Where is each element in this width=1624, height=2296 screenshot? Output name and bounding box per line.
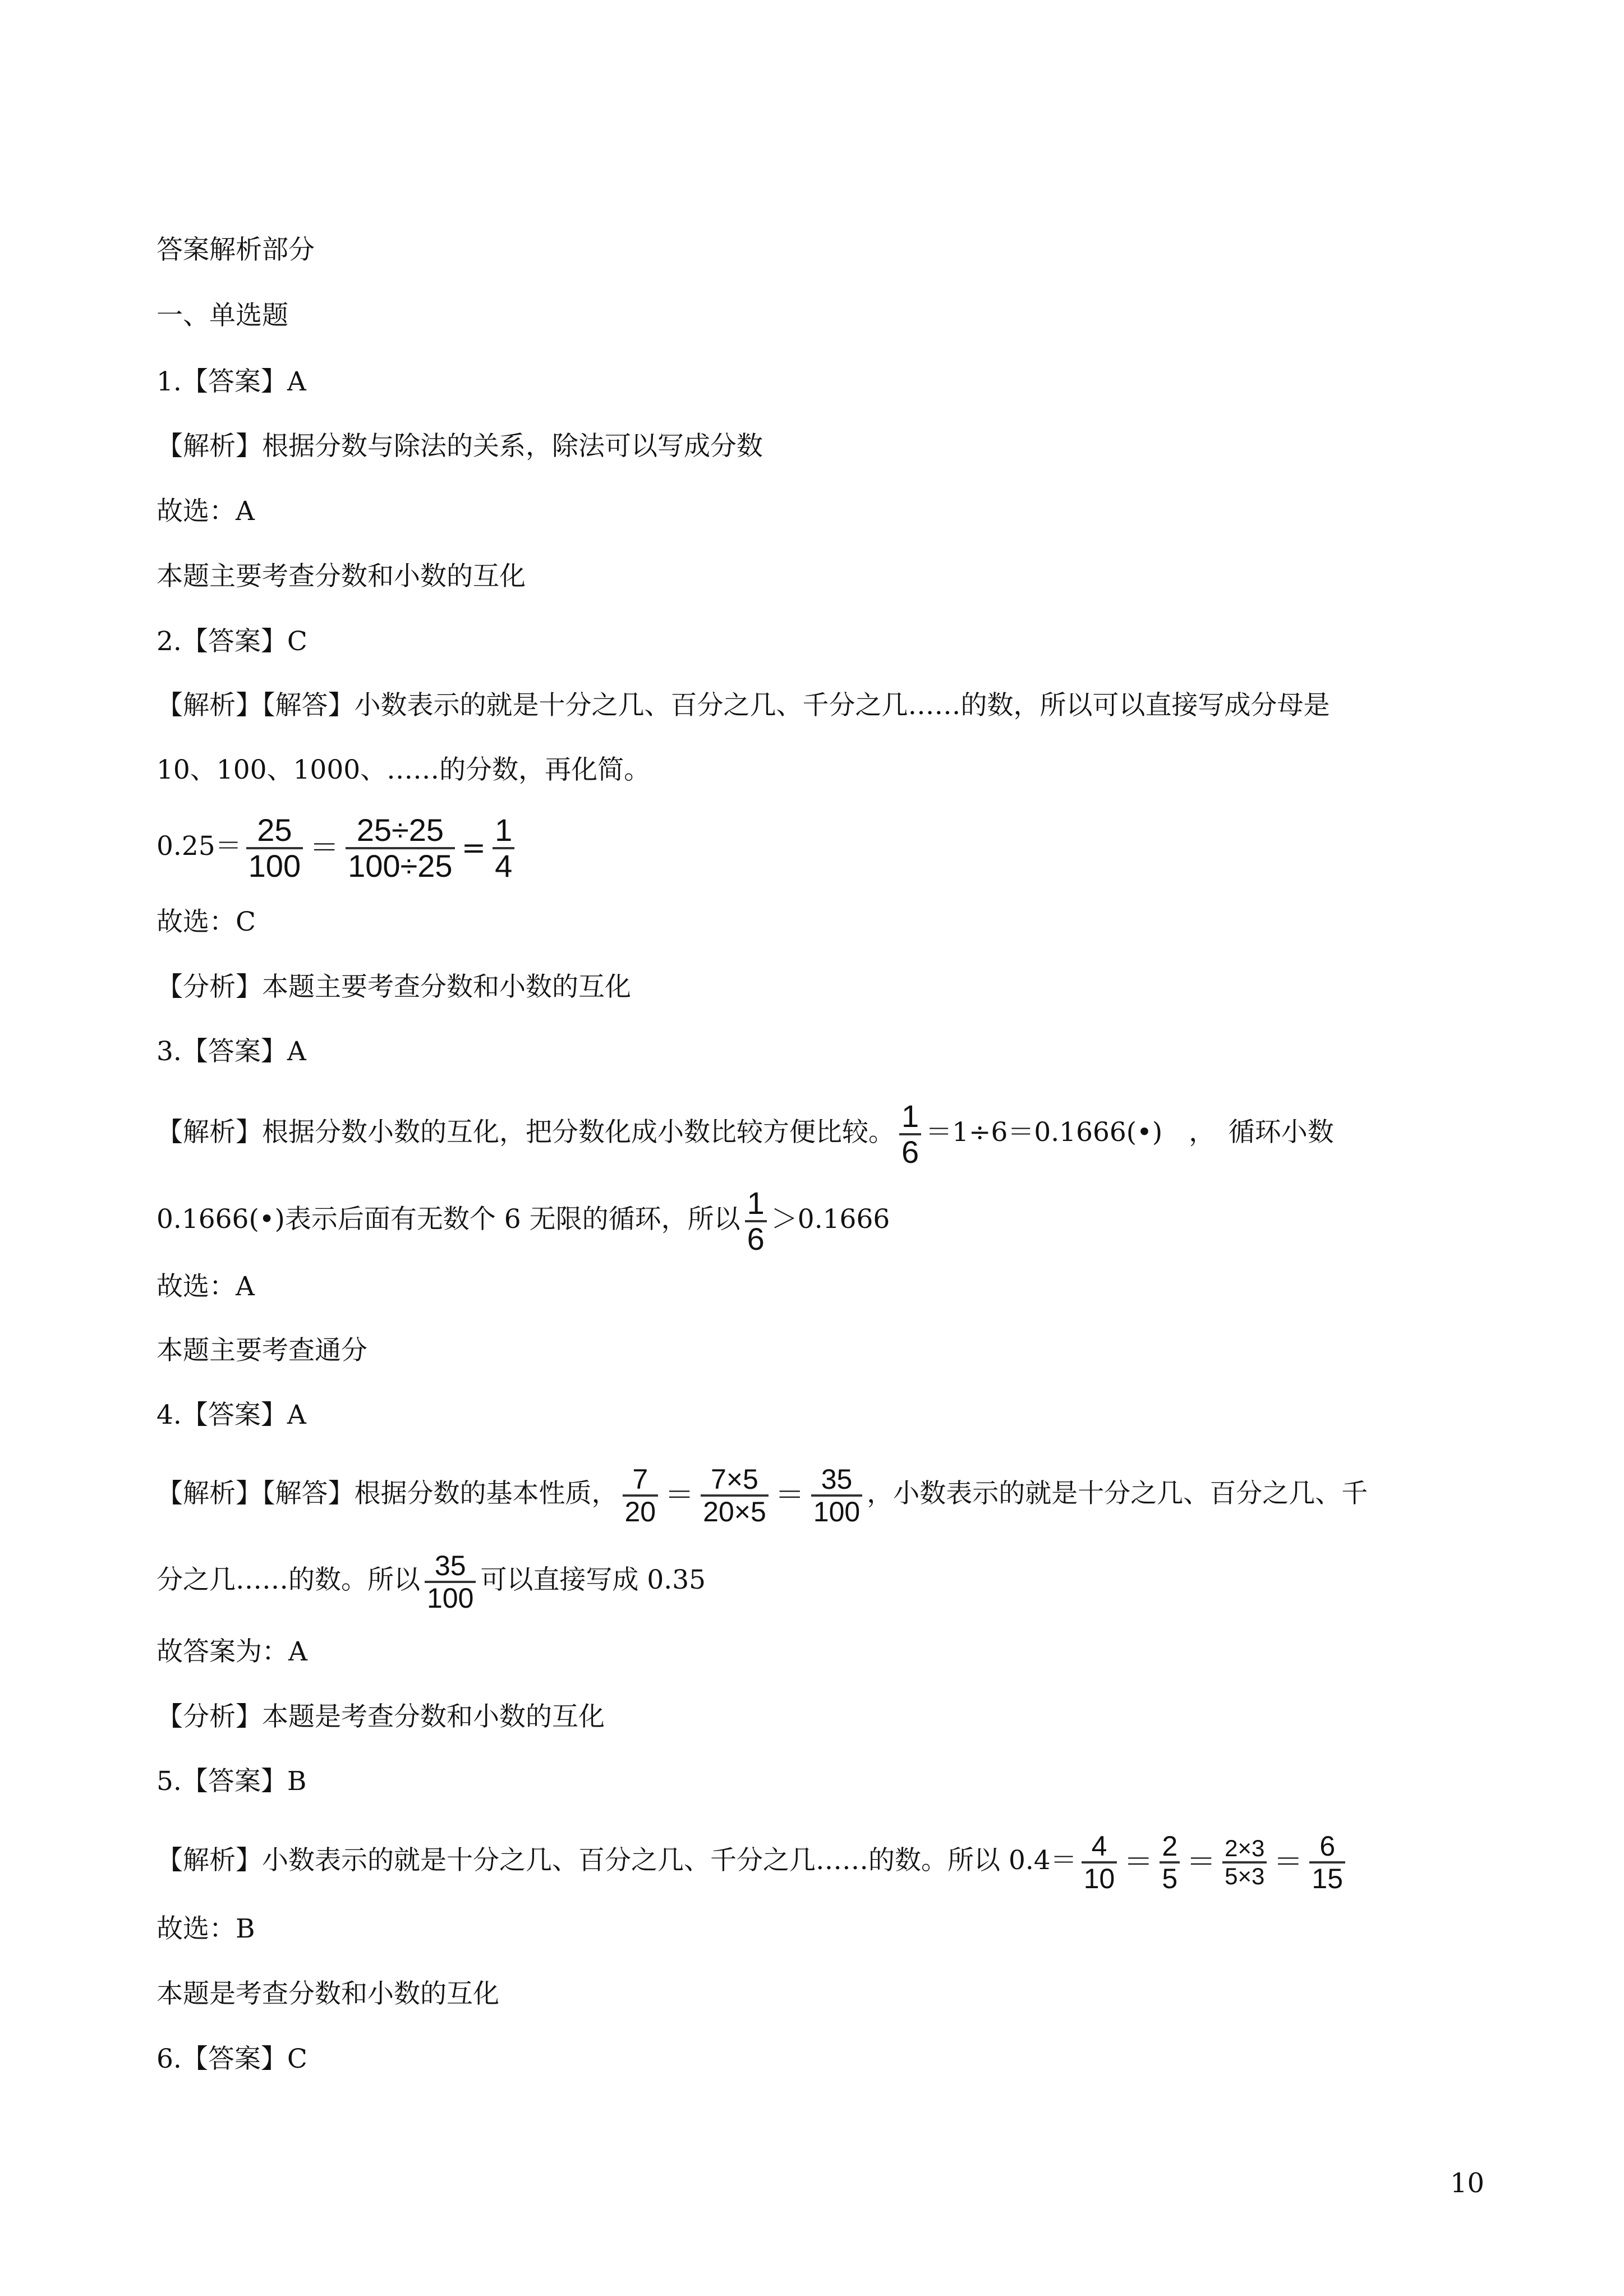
q5-fraction-4 — [1309, 1832, 1345, 1893]
q3-line2-text-2: ＞0.1666 — [771, 1204, 890, 1235]
q1-analysis: 【解析】根据分数与除法的关系，除法可以写成分数 — [157, 431, 763, 462]
section-heading: 一、单选题 — [157, 300, 288, 331]
denominator: 5×3 — [1222, 1861, 1267, 1888]
numerator: 25 — [257, 812, 292, 848]
numerator: 4 — [1091, 1830, 1107, 1862]
denominator: 100 — [246, 847, 303, 882]
section-title: 答案解析部分 — [157, 234, 315, 265]
denominator: 6 — [745, 1220, 767, 1255]
q2-choice: 故选：C — [157, 907, 256, 937]
q4-fraction-2 — [701, 1465, 769, 1526]
numerator: 2×3 — [1225, 1835, 1265, 1861]
denominator: 4 — [493, 847, 514, 882]
denominator: 5 — [1160, 1861, 1180, 1893]
q3-analysis-text: 【解析】根据分数小数的互化，把分数化成小数比较方便比较。 — [157, 1117, 895, 1148]
q5-fraction-1 — [1082, 1832, 1117, 1893]
numerator: 25÷25 — [356, 812, 444, 848]
q1-choice: 故选：A — [157, 496, 255, 527]
q2-analysis-line1: 【解析】【解答】小数表示的就是十分之几、百分之几、千分之几……的数，所以可以直接写成分母是 — [157, 690, 1330, 721]
numerator: 35 — [821, 1464, 853, 1495]
q4-analysis-line2 — [157, 1552, 706, 1612]
equals-sign: ＝ — [1124, 1846, 1153, 1879]
denominator: 100÷25 — [346, 847, 454, 882]
q3-fraction-1 — [899, 1098, 921, 1170]
q3-analysis-line2 — [157, 1185, 890, 1257]
q3-line2-text: 0.1666(•)表示后面有无数个 6 无限的循环，所以 — [157, 1204, 740, 1235]
q3-analysis-line1 — [157, 1098, 1334, 1170]
denominator: 10 — [1082, 1861, 1117, 1893]
q5-answer: 5.【答案】B — [157, 1766, 307, 1797]
numerator: 1 — [901, 1098, 919, 1134]
q4-analysis-line1 — [157, 1465, 1368, 1526]
q4-line2-text-2: 可以直接写成 0.35 — [480, 1565, 706, 1595]
q2-analysis-line2: 10、100、1000、……的分数，再化简。 — [157, 754, 651, 785]
q3-note: 本题主要考查通分 — [157, 1335, 367, 1366]
q4-fraction-1 — [623, 1465, 659, 1526]
q3-answer: 3.【答案】A — [157, 1036, 306, 1067]
equals-sign: ＝ — [1186, 1846, 1216, 1879]
numerator: 7×5 — [711, 1464, 758, 1495]
numerator: 1 — [495, 812, 513, 848]
q2-equation — [157, 812, 519, 884]
equals-sign: ＝ — [310, 831, 339, 865]
numerator: 7 — [632, 1464, 648, 1495]
q5-choice: 故选：B — [157, 1913, 255, 1944]
q5-note: 本题是考查分数和小数的互化 — [157, 1978, 499, 2009]
equals-sign: ＝ — [1273, 1846, 1303, 1879]
q4-note: 【分析】本题是考查分数和小数的互化 — [157, 1701, 605, 1732]
q2-fraction-1 — [246, 812, 303, 884]
numerator: 6 — [1319, 1830, 1336, 1862]
denominator: 100 — [425, 1581, 476, 1612]
q2-eq-prefix: 0.25＝ — [157, 831, 242, 862]
q4-line2-text: 分之几……的数。所以 — [157, 1565, 420, 1595]
q5-fraction-2 — [1160, 1832, 1180, 1893]
q4-fraction-3 — [811, 1465, 862, 1526]
q4-analysis-text-2: ，小数表示的就是十分之几、百分之几、千 — [867, 1478, 1368, 1509]
q1-answer: 1.【答案】A — [157, 366, 306, 397]
q4-choice: 故答案为：A — [157, 1636, 307, 1667]
q6-answer: 6.【答案】C — [157, 2044, 307, 2074]
q3-choice: 故选：A — [157, 1271, 255, 1302]
numerator: 35 — [434, 1550, 466, 1581]
q5-fraction-3 — [1222, 1837, 1267, 1888]
equals-sign: ＝ — [775, 1479, 804, 1512]
numerator: 2 — [1162, 1830, 1178, 1862]
denominator: 20 — [623, 1494, 659, 1526]
q5-analysis-text: 【解析】小数表示的就是十分之几、百分之几、千分之几……的数。所以 0.4＝ — [157, 1845, 1077, 1876]
q5-analysis — [157, 1832, 1350, 1893]
q4-answer: 4.【答案】A — [157, 1400, 306, 1430]
equals-sign: ＝ — [665, 1479, 694, 1512]
q4-analysis-text: 【解析】【解答】根据分数的基本性质， — [157, 1478, 618, 1509]
q4-fraction-4 — [425, 1552, 476, 1612]
equals-sign: = — [461, 831, 486, 865]
page-number: 10 — [1450, 2168, 1485, 2199]
numerator: 1 — [747, 1185, 765, 1221]
denominator: 100 — [811, 1494, 862, 1526]
q1-note: 本题主要考查分数和小数的互化 — [157, 561, 526, 592]
denominator: 20×5 — [701, 1494, 769, 1526]
q2-note: 【分析】本题主要考查分数和小数的互化 — [157, 972, 631, 1002]
q3-analysis-text-2: ＝1÷6＝0.1666(•) ， 循环小数 — [926, 1117, 1334, 1148]
q2-fraction-3 — [493, 812, 514, 884]
q3-fraction-2 — [745, 1185, 767, 1257]
denominator: 6 — [899, 1133, 921, 1168]
denominator: 15 — [1309, 1861, 1345, 1893]
q2-answer: 2.【答案】C — [157, 626, 307, 657]
q2-fraction-2 — [346, 812, 454, 884]
